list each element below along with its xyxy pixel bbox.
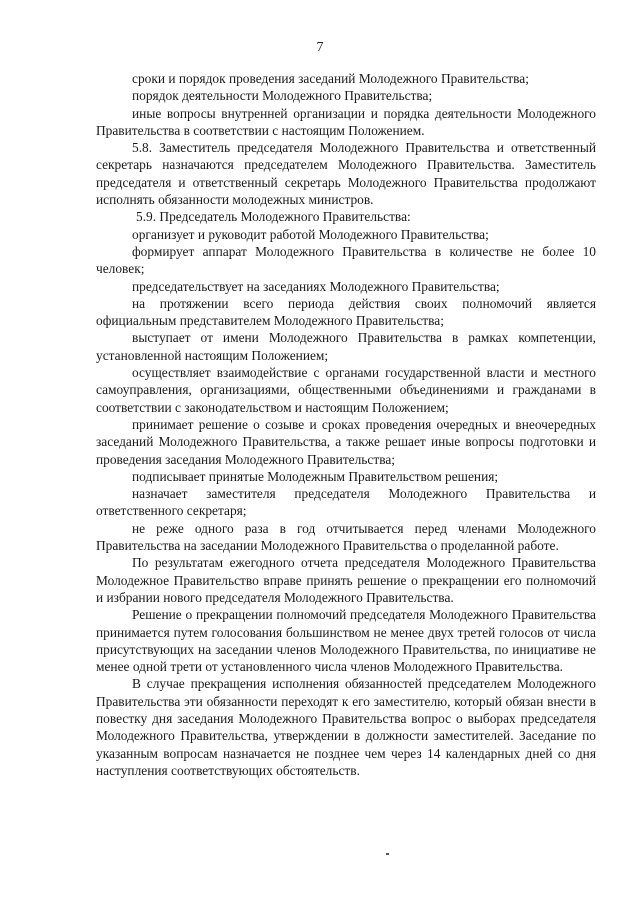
page-number: 7 xyxy=(316,40,324,55)
paragraph: формирует аппарат Молодежного Правительства в количестве не более 10 человек; xyxy=(96,243,596,277)
paragraph: порядок деятельности Молодежного Правительства; xyxy=(132,88,433,104)
paragraph: Решение о прекращении полномочий председателя Молодежного Правительства принимается путем голосования большинством не менее двух третей голосов от числа присутствующих на заседании членов Молодежного Правительства, по инициативе не менее одной трети от установленного числа членов Молодежного Правительства. xyxy=(96,607,596,675)
paragraph: сроки и порядок проведения заседаний Молодежного Правительства; xyxy=(132,71,529,86)
paragraph-section-5-9: 5.9. Председатель Молодежного Правительства: xyxy=(136,209,411,225)
paragraph: иные вопросы внутренней организации и порядка деятельности Молодежного Правительства в соответствии с настоящим Положением. xyxy=(96,105,596,138)
paragraph-section-5-8: 5.8. Заместитель председателя Молодежного Правительства и ответственный секретарь назначаются председателем Молодежного Правительства. Заместитель председателя и ответственный секретарь Молодежного Правительства продолжают исполнять обязанности молодежных министров. xyxy=(96,140,596,208)
paragraph: назначает заместителя председателя Молодежного Правительства и ответственного секретаря; xyxy=(96,486,596,519)
scan-mark xyxy=(386,853,389,855)
paragraph: не реже одного раза в год отчитывается перед членами Молодежного Правительства на заседании Молодежного Правительства о проделанной работе. xyxy=(96,520,596,554)
paragraph: председательствует на заседаниях Молодежного Правительства; xyxy=(132,278,500,294)
paragraph: В случае прекращения исполнения обязанностей председателем Молодежного Правительства эти обязанности переходят к его заместителю, который обязан внести в повестку дня заседания Молодежного Правительства вопрос о выборах председателя Молодежного Правительства, утверждении в должности заместителей. Заседание по указанным вопросам назначается не позднее чем через 14 календарных дней со дня наступления соответствующих обстоятельств. xyxy=(96,676,596,778)
paragraph: на протяжении всего периода действия своих полномочий является официальным представителем Молодежного Правительства; xyxy=(96,295,596,329)
paragraph: осуществляет взаимодействие с органами государственной власти и местного самоуправления, организациями, общественными объединениями и гражданами в соответствии с законодательством и настоящим Положением; xyxy=(96,365,596,415)
paragraph: принимает решение о созыве и сроках проведения очередных и внеочередных заседаний Молодежного Правительства, а также решает иные вопросы подготовки и проведения заседания Молодежного Правительства; xyxy=(96,416,596,467)
document-body xyxy=(96,70,596,779)
paragraph: выступает от имени Молодежного Правительства в рамках компетенции, установленной настоящим Положением; xyxy=(96,330,596,363)
paragraph: организует и руководит работой Молодежного Правительства; xyxy=(132,226,489,242)
paragraph: По результатам ежегодного отчета председателя Молодежного Правительства Молодежное Правительство вправе принять решение о прекращении его полномочий и избрании нового председателя Молодежного Правительства. xyxy=(96,555,596,605)
paragraph: подписывает принятые Молодежным Правительством решения; xyxy=(132,468,499,484)
